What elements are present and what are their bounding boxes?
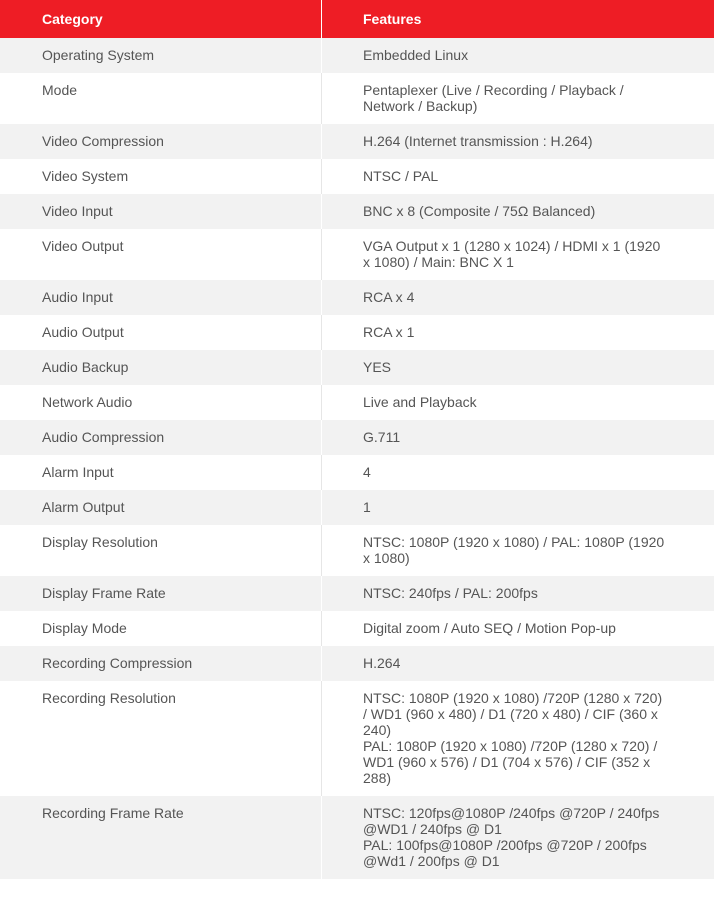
category-cell: Video Compression (0, 124, 322, 159)
category-cell: Alarm Input (0, 455, 322, 490)
features-text: H.264 (Internet transmission : H.264) (363, 133, 593, 149)
features-cell (322, 124, 714, 159)
features-text: PAL: 100fps@1080P /200fps @720P / 200fps @Wd1 / 200fps @ D1 (363, 837, 647, 869)
category-cell: Mode (0, 73, 322, 124)
features-cell (322, 385, 714, 420)
table-row (0, 646, 714, 681)
features-text: Pentaplexer (Live / Recording / Playback / Network / Backup) (363, 82, 624, 114)
features-cell (322, 73, 714, 124)
category-cell: Operating System (0, 38, 322, 73)
features-cell (322, 315, 714, 350)
category-cell: Video Input (0, 194, 322, 229)
features-text: Live and Playback (363, 394, 477, 410)
features-text: NTSC: 120fps@1080P /240fps @720P / 240fps @WD1 / 240fps @ D1 (363, 805, 660, 837)
table-row (0, 420, 714, 455)
category-cell: Recording Resolution (0, 681, 322, 796)
category-cell: Audio Output (0, 315, 322, 350)
features-cell (322, 646, 714, 681)
category-cell: Display Mode (0, 611, 322, 646)
features-cell (322, 455, 714, 490)
table-row (0, 455, 714, 490)
features-cell (322, 38, 714, 73)
table-row (0, 350, 714, 385)
features-text: RCA x 1 (363, 324, 415, 340)
table-row (0, 385, 714, 420)
table-row (0, 229, 714, 280)
features-cell (322, 490, 714, 525)
table-row (0, 576, 714, 611)
category-cell: Video System (0, 159, 322, 194)
table-row (0, 796, 714, 879)
features-cell (322, 576, 714, 611)
features-cell (322, 681, 714, 796)
features-cell (322, 159, 714, 194)
features-text: Digital zoom / Auto SEQ / Motion Pop-up (363, 620, 616, 636)
category-cell: Video Output (0, 229, 322, 280)
category-cell: Alarm Output (0, 490, 322, 525)
table-row (0, 525, 714, 576)
features-text: 4 (363, 464, 371, 480)
category-cell: Display Frame Rate (0, 576, 322, 611)
features-text: NTSC: 1080P (1920 x 1080) / PAL: 1080P (1920 x 1080) (363, 534, 665, 566)
table-row (0, 315, 714, 350)
table-row (0, 681, 714, 796)
features-text: NTSC: 1080P (1920 x 1080) /720P (1280 x 720) / WD1 (960 x 480) / D1 (720 x 480) / CIF (360 x 240) (363, 690, 663, 738)
header-features: Features (363, 11, 422, 27)
category-cell: Audio Input (0, 280, 322, 315)
category-cell: Display Resolution (0, 525, 322, 576)
features-cell (322, 796, 714, 879)
table-row (0, 73, 714, 124)
features-text: 1 (363, 499, 371, 515)
table-row (0, 159, 714, 194)
features-cell (322, 350, 714, 385)
features-text: NTSC / PAL (363, 168, 439, 184)
table-row (0, 124, 714, 159)
table-row (0, 280, 714, 315)
features-cell (322, 525, 714, 576)
features-text: H.264 (363, 655, 401, 671)
category-cell: Recording Frame Rate (0, 796, 322, 879)
table-row (0, 611, 714, 646)
features-text: YES (363, 359, 392, 375)
features-text: VGA Output x 1 (1280 x 1024) / HDMI x 1 (1920 x 1080) / Main: BNC X 1 (363, 238, 661, 270)
features-cell (322, 611, 714, 646)
category-cell: Recording Compression (0, 646, 322, 681)
features-cell (322, 280, 714, 315)
table-row (0, 194, 714, 229)
features-text: Embedded Linux (363, 47, 469, 63)
features-cell (322, 420, 714, 455)
table-body (0, 38, 714, 879)
header-category: Category (0, 0, 322, 38)
category-cell: Audio Backup (0, 350, 322, 385)
features-text: G.711 (363, 429, 401, 445)
table-row (0, 490, 714, 525)
table-row (0, 38, 714, 73)
features-text: RCA x 4 (363, 289, 415, 305)
features-text: BNC x 8 (Composite / 75Ω Balanced) (363, 203, 596, 219)
table-header (0, 0, 714, 38)
category-cell: Audio Compression (0, 420, 322, 455)
features-cell (322, 229, 714, 280)
features-cell (322, 194, 714, 229)
features-text: NTSC: 240fps / PAL: 200fps (363, 585, 538, 601)
features-text: PAL: 1080P (1920 x 1080) /720P (1280 x 720) / WD1 (960 x 576) / D1 (704 x 576) / CIF (352 x 288) (363, 738, 658, 786)
category-cell: Network Audio (0, 385, 322, 420)
